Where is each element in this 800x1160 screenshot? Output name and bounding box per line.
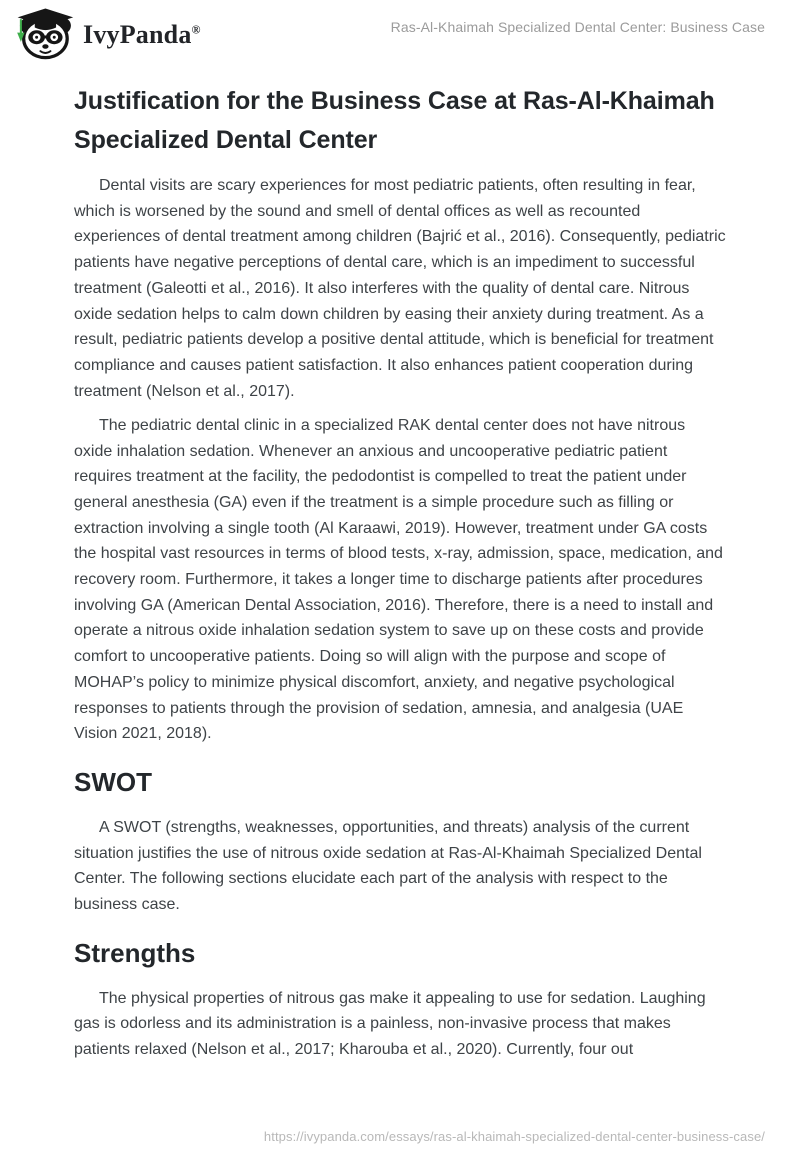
section-heading-swot: SWOT xyxy=(74,766,152,797)
running-head-title: Ras-Al-Khaimah Specialized Dental Center: Business Case xyxy=(390,19,765,35)
page-header xyxy=(0,0,800,58)
intro-paragraph-1: Dental visits are scary experiences for most pediatric patients, often resulting in fear, which is worsened by the sound and smell of dental offices as well as recounted experiences of dental treatment among children (Bajrić et al., 2016). Consequently, pediatric patients have negative perceptions of dental care, which is an impediment to successful treatment (Galeotti et al., 2016). It also interferes with the quality of dental care. Nitrous oxide sedation helps to calm down children by easing their anxiety during treatment. As a result, pediatric patients develop a positive dental attitude, which is beneficial for treatment compliance and causes patient satisfaction. It also enhances patient cooperation during treatment (Nelson et al., 2017). xyxy=(74,177,726,400)
page-footer xyxy=(264,1129,765,1144)
swot-paragraph: A SWOT (strengths, weaknesses, opportunities, and threats) analysis of the current situation justifies the use of nitrous oxide sedation at Ras-Al-Khaimah Specialized Dental Center. The following sections elucidate each part of the analysis with respect to the business case. xyxy=(74,818,702,914)
essay-content xyxy=(74,82,726,1063)
panda-graduate-icon xyxy=(13,8,76,60)
strengths-paragraph: The physical properties of nitrous gas make it appealing to use for sedation. Laughing gas is odorless and its administration is a painless, non-invasive process that makes patients relaxed (Nelson et al., 2017; Kharouba et al., 2020). Currently, four out xyxy=(74,989,706,1059)
intro-paragraph-2: The pediatric dental clinic in a specialized RAK dental center does not have nitrous oxide inhalation sedation. Whenever an anxious and uncooperative pediatric patient requires treatment at the facility, the pedodontist is compelled to treat the patient under general anesthesia (GA) even if the treatment is a simple procedure such as filling or extraction involving a single tooth (Al Karaawi, 2019). However, treatment under GA costs the hospital vast resources in terms of blood tests, x-ray, admission, space, medication, and recovery room. Furthermore, it takes a longer time to discharge patients after procedures involving GA (American Dental Association, 2016). Therefore, there is a need to install and operate a nitrous oxide inhalation sedation system to save up on these costs and provide comfort to uncooperative patients. Doing so will align with the purpose and scope of MOHAP’s policy to minimize physical discomfort, anxiety, and negative psychological responses to patients through the provision of sedation, amnesia, and analgesia (UAE Vision 2021, 2018). xyxy=(74,416,723,743)
registered-trademark-mark: ® xyxy=(191,22,201,37)
brand-wordmark: IvyPanda xyxy=(83,20,192,49)
brand-name xyxy=(83,20,201,50)
source-url[interactable]: https://ivypanda.com/essays/ras-al-khaimah-specialized-dental-center-business-case/ xyxy=(263,1129,765,1144)
section-heading-strengths: Strengths xyxy=(74,937,196,968)
brand-logo xyxy=(13,8,201,60)
essay-title: Justification for the Business Case at Ras-Al-Khaimah Specialized Dental Center xyxy=(74,87,715,154)
